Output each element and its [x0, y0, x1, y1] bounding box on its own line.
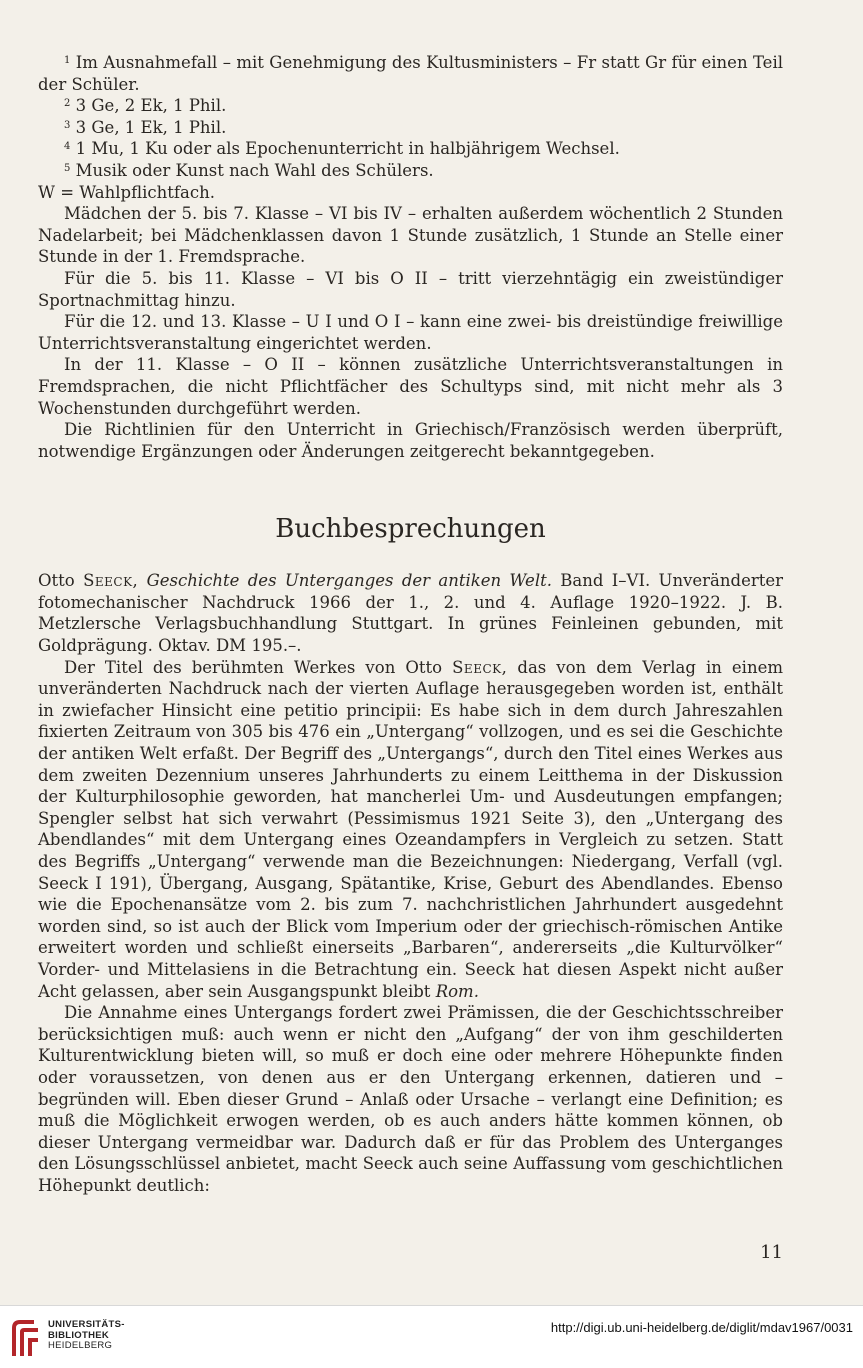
note-paragraph: In der 11. Klasse – O II – können zusätzliche Unterrichtsveranstaltungen in Fremdsprachen, die nicht Pflichtfächer des Schultyps sind, mit nicht mehr als 3 Wochenstunden durchgeführt werden. — [38, 355, 783, 418]
note-paragraph: Für die 5. bis 11. Klasse – VI bis O II – tritt vierzehntägig ein zweistündiger Sportnachmittag hinzu. — [38, 268, 783, 310]
footnote-3 — [38, 117, 783, 139]
source-url-link[interactable]: http://digi.ub.uni-heidelberg.de/diglit/mdav1967/0031 — [550, 1320, 853, 1335]
page-number: 11 — [760, 1242, 783, 1263]
review-paragraph — [38, 657, 783, 1003]
library-name-line: UNIVERSITÄTS- — [48, 1319, 125, 1330]
author-name: Seeck, — [452, 657, 508, 677]
footnote-1 — [38, 52, 783, 95]
review-paragraph: Die Annahme eines Untergangs fordert zwei Prämissen, die der Geschichtsschreiber berücksichtigen muß: auch wenn er nicht den „Aufgang“ der von ihm geschilderten Kulturentwicklung bieten will, so muß er doch eine oder mehrere Höhepunkte finden oder voraussetzen, von denen aus er den Untergang erkennen, datieren und – begründen will. Eben dieser Grund – Anlaß oder Ursache – verlangt eine Definition; es muß die Möglichkeit erwogen werden, ob es auch anders hätte kommen können, ob dieser Untergang vermeidbar war. Dadurch daß er für das Problem des Unterganges den Lösungsschlüssel anbietet, macht Seeck auch seine Auffassung vom geschichtlichen Höhepunkt deutlich: — [38, 1003, 783, 1195]
footnote-text: 3 Ge, 2 Ek, 1 Phil. — [75, 96, 227, 116]
author-first-name: Otto — [38, 571, 75, 591]
page-content — [38, 52, 783, 1197]
footnote-mark: 2 — [64, 98, 71, 110]
note-paragraph: Für die 12. und 13. Klasse – U I und O I – kann eine zwei- bis dreistündige freiwillige Unterrichtsveranstaltung eingerichtet werden. — [38, 312, 783, 353]
citation-details: Band I–VI. Unveränderter fotomechanischer Nachdruck 1966 der 1., 2. und 4. Auflage 1920–1922. J. B. Metzlersche Verlagsbuchhandlung Stuttgart. In grünes Feinleinen gebunden, mit Goldprägung. Oktav. DM 195.–. — [38, 571, 784, 656]
review-text: Der Titel des berühmten Werkes von Otto — [64, 657, 443, 677]
footnote-mark: 4 — [64, 141, 71, 153]
footnote-2 — [38, 95, 783, 117]
footnote-4 — [38, 138, 783, 160]
footnote-5 — [38, 160, 783, 182]
footer-bar — [0, 1305, 863, 1368]
footnote-mark: 1 — [64, 55, 71, 66]
section-heading: Buchbesprechungen — [275, 514, 546, 545]
footnote-text: Im Ausnahmefall – mit Genehmigung des Kultusministers – Fr statt Gr für einen Teil der Schüler. — [38, 53, 783, 94]
note-paragraph: Die Richtlinien für den Unterricht in Griechisch/Französisch werden überprüft, notwendige Ergänzungen oder Änderungen zeitgerecht bekanntgegeben. — [38, 420, 783, 461]
footnote-text: 3 Ge, 1 Ek, 1 Phil. — [75, 117, 227, 137]
library-name-line: BIBLIOTHEK — [48, 1329, 110, 1341]
footnote-mark: 3 — [64, 119, 71, 131]
emphasis-rome: Rom. — [435, 981, 479, 1001]
library-name — [48, 1320, 125, 1352]
footnote-mark: 5 — [64, 162, 71, 174]
library-name-line: HEIDELBERG — [48, 1340, 113, 1351]
author-last-name: Seeck, — [83, 571, 139, 591]
note-paragraph: Mädchen der 5. bis 7. Klasse – VI bis IV – erhalten außerdem wöchentlich 2 Stunden Nadelarbeit; bei Mädchenklassen davon 1 Stunde zusätzlich, 1 Stunde an Stelle einer Stunde in der 1. Fremdsprache. — [38, 204, 783, 267]
review-text: das von dem Verlag in einem unveränderten Nachdruck nach der vierten Auflage herausgegeben worden ist, enthält in zwiefacher Hinsicht eine petitio principii: Es habe sich in dem durch Jahreszahlen fixierten Zeitraum von 305 bis 476 ein „Untergang“ vollzogen, und es sei die Geschichte der antiken Welt erfaßt. Der Begriff des „Untergangs“, durch den Titel eines Werkes aus dem zweiten Dezennium unseres Jahrhunderts zu einem Leitthema in der Diskussion der Kulturphilosophie geworden, hat mancherlei Um- und Ausdeutungen empfangen; Spengler selbst hat sich verwahrt (Pessimismus 1921 Seite 3), den „Untergang des Abendlandes“ mit dem Untergang eines Ozeandampfers in Vergleich zu setzen. Statt des Begriffs „Untergang“ verwende man die Bezeichnungen: Niedergang, Verfall (vgl. Seeck I 191), Übergang, Ausgang, Spätantike, Krise, Geburt des Abendlandes. Ebenso wie die Epochenansätze vom 2. bis zum 7. nachchristlichen Jahrhundert ausgedehnt worden sind, so ist auch der Blick vom Imperium oder der griechisch-römischen Antike erweitert worden und schließt einerseits „Barbaren“, andererseits „die Kulturvölker“ Vorder- und Mittelasiens in die Betrachtung ein. Seeck hat diesen Aspekt nicht außer Acht gelassen, aber sein Ausgangspunkt bleibt — [38, 657, 783, 1001]
library-logo-icon — [8, 1316, 42, 1360]
footnote-text: Musik oder Kunst nach Wahl des Schülers. — [75, 160, 434, 180]
book-citation — [38, 570, 783, 656]
footnote-text: 1 Mu, 1 Ku oder als Epochenunterricht in halbjährigem Wechsel. — [75, 139, 620, 159]
book-title: Geschichte des Unterganges der antiken Welt. — [146, 571, 552, 591]
wahlpflicht-legend: W = Wahlpflichtfach. — [38, 182, 215, 202]
